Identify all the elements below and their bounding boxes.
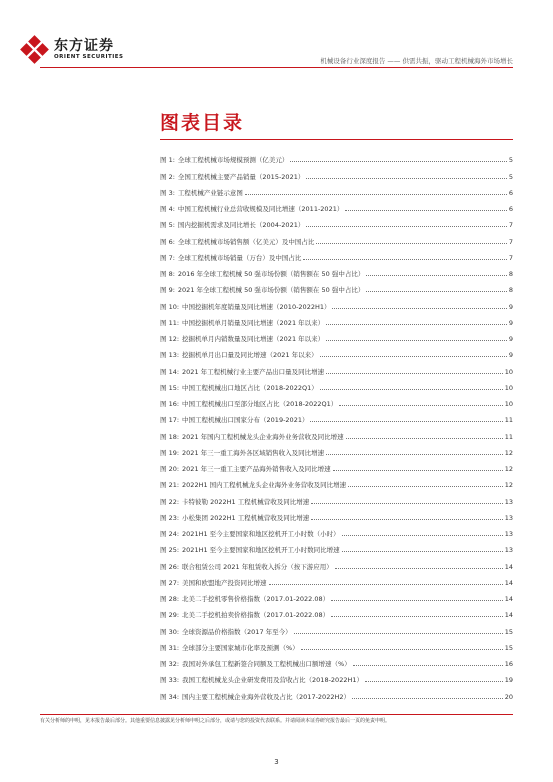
toc-entry[interactable] [160, 343, 513, 359]
toc-leader-dots [335, 567, 503, 569]
toc-leader-dots [352, 697, 503, 699]
toc-figure-label: 图 1: [160, 156, 175, 165]
toc-page-number: 19 [504, 676, 513, 685]
toc-page-number: 14 [504, 595, 513, 603]
toc-figure-label: 图 16: [160, 400, 180, 408]
toc-page-number: 11 [504, 416, 513, 425]
toc-page-number: 7 [508, 253, 513, 262]
toc-page-number: 12 [504, 448, 513, 457]
toc-page-number: 10 [504, 383, 513, 392]
toc-figure-title: 2022H1 国内工程机械龙头企业海外业务营收及同比增速 [182, 481, 347, 490]
toc-page-number: 5 [508, 156, 513, 165]
toc-entry[interactable] [160, 262, 513, 278]
toc-leader-dots [331, 615, 503, 617]
toc-entry[interactable] [160, 148, 513, 164]
toc-leader-dots [290, 160, 506, 162]
toc-leader-dots [320, 355, 507, 357]
toc-leader-dots [331, 599, 503, 601]
toc-page-number: 9 [508, 318, 513, 327]
toc-leader-dots [345, 209, 507, 211]
toc-page-number: 9 [508, 302, 513, 311]
toc-figure-label: 图 34: [160, 692, 180, 701]
toc-figure-title: 国内挖掘机需求及同比增长（2004-2021） [177, 221, 305, 230]
toc-figure-label: 图 2: [160, 172, 175, 181]
toc-page-number: 13 [504, 497, 513, 506]
toc-figure-title: 2021H1 至今主要国家和地区挖机开工小时数（小时） [182, 530, 340, 538]
toc-leader-dots [310, 420, 502, 422]
toc-entry[interactable] [160, 587, 513, 603]
toc-page-number: 14 [504, 578, 513, 587]
toc-figure-label: 图 11: [160, 318, 180, 327]
toc-figure-title: 联合租赁公司 2021 年租赁收入拆分（按下游应用） [182, 562, 333, 571]
toc-leader-dots [333, 469, 503, 471]
toc-entry[interactable] [160, 408, 513, 424]
page-number: 3 [274, 758, 279, 766]
toc-figure-label: 图 21: [160, 481, 180, 490]
toc-page-number: 13 [504, 530, 513, 538]
toc-leader-dots [326, 372, 503, 374]
toc-figure-label: 图 4: [160, 205, 175, 213]
toc-leader-dots [365, 680, 503, 682]
toc-figure-label: 图 29: [160, 611, 180, 620]
toc-figure-label: 图 28: [160, 595, 180, 603]
toc-figure-label: 图 25: [160, 546, 180, 555]
toc-entry[interactable] [160, 181, 513, 197]
toc-leader-dots [346, 437, 503, 439]
toc-leader-dots [311, 518, 502, 520]
toc-figure-title: 我国对外承包工程新签合同额及工程机械出口额增速（%） [182, 660, 351, 668]
toc-figure-label: 图 17: [160, 416, 180, 425]
toc-figure-label: 图 24: [160, 530, 180, 538]
toc-figure-title: 小松集团 2022H1 工程机械营收及同比增速 [182, 513, 310, 522]
toc-page-number: 13 [504, 513, 513, 522]
toc-figure-label: 图 18: [160, 432, 180, 441]
toc-page-number: 10 [504, 400, 513, 408]
toc-page-number: 14 [504, 562, 513, 571]
toc-figure-title: 中国工程机械出口地区占比（2018-2022Q1） [182, 383, 318, 392]
toc-figure-title: 2021 年国内工程机械龙头企业海外业务营收及同比增速 [182, 432, 344, 441]
toc-figure-title: 工程机械产业链示意图 [177, 188, 243, 197]
toc-figure-label: 图 14: [160, 367, 180, 376]
toc-leader-dots [326, 453, 503, 455]
section-divider [160, 139, 513, 140]
toc-figure-title: 2021 年三一重工主要产品海外销售收入及同比增速 [182, 465, 331, 473]
footer-disclaimer: 有关分析师的申明，见本报告最后部分。其他重要信息披露见分析师申明之后部分，或请与您的投资代表联系。并请阅读本证券研究报告最后一页的免责申明。 [40, 718, 391, 724]
toc-figure-title: 全球部分主要国家城市化率及预测（%） [182, 643, 299, 652]
toc-figure-label: 图 10: [160, 302, 180, 311]
section-title: 图表目录 [160, 112, 245, 134]
toc-figure-label: 图 33: [160, 676, 180, 685]
toc-entry[interactable] [160, 473, 513, 489]
toc-figure-label: 图 9: [160, 286, 175, 295]
toc-page-number: 15 [504, 627, 513, 636]
toc-leader-dots [326, 339, 507, 341]
toc-leader-dots [348, 485, 503, 487]
toc-leader-dots [366, 290, 507, 292]
toc-entry[interactable] [160, 164, 513, 180]
toc-figure-label: 图 12: [160, 335, 180, 343]
toc-figure-label: 图 7: [160, 253, 175, 262]
toc-figure-title: 2021 年全球工程机械 50 强市场份额（销售额在 50 强中占比） [177, 286, 365, 295]
toc-entry[interactable] [160, 294, 513, 310]
header-divider [40, 67, 513, 68]
toc-page-number: 16 [504, 660, 513, 668]
toc-entry[interactable] [160, 522, 513, 538]
toc-leader-dots [320, 388, 503, 390]
toc-page-number: 12 [504, 465, 513, 473]
toc-entry[interactable] [160, 213, 513, 229]
toc-figure-label: 图 23: [160, 513, 180, 522]
toc-entry[interactable] [160, 603, 513, 619]
toc-page-number: 13 [504, 546, 513, 555]
toc-entry[interactable] [160, 359, 513, 375]
toc-leader-dots [306, 225, 507, 227]
toc-entry[interactable] [160, 197, 513, 213]
logo-english-name: ORIENT SECURITIES [54, 54, 124, 61]
toc-entry[interactable] [160, 311, 513, 327]
toc-page-number: 7 [508, 237, 513, 246]
toc-figure-label: 图 30: [160, 627, 180, 636]
toc-entry[interactable] [160, 278, 513, 294]
toc-leader-dots [366, 274, 507, 276]
toc-leader-dots [332, 307, 506, 309]
toc-entry[interactable] [160, 327, 513, 343]
toc-entry[interactable] [160, 376, 513, 392]
toc-figure-label: 图 3: [160, 188, 175, 197]
toc-figure-title: 国内主要工程机械企业海外营收及占比（2017-2022H2） [182, 692, 350, 701]
toc-entry[interactable] [160, 229, 513, 245]
toc-leader-dots [339, 404, 503, 406]
toc-entry[interactable] [160, 424, 513, 440]
toc-figure-title: 中国挖掘机年度销量及同比增速（2010-2022H1） [182, 302, 331, 311]
toc-entry[interactable] [160, 457, 513, 473]
toc-figure-label: 图 6: [160, 237, 175, 246]
figure-table-of-contents [160, 148, 513, 701]
toc-leader-dots [353, 664, 503, 666]
toc-figure-title: 2021H1 至今主要国家和地区挖机开工小时数同比增速 [182, 546, 340, 555]
toc-figure-title: 中国工程机械出口至部分地区占比（2018-2022Q1） [182, 400, 338, 408]
toc-figure-title: 北美二手挖机拍卖价格指数（2017.01-2022.08） [182, 611, 330, 620]
toc-page-number: 6 [508, 188, 513, 197]
toc-figure-title: 2021 年三一重工海外各区域销售收入及同比增速 [182, 448, 325, 457]
toc-figure-label: 图 22: [160, 497, 180, 506]
toc-leader-dots [316, 242, 506, 244]
toc-page-number: 15 [504, 643, 513, 652]
toc-figure-title: 挖掘机单月出口量及同比增速（2021 年以来） [182, 351, 318, 360]
toc-page-number: 12 [504, 481, 513, 490]
toc-page-number: 9 [508, 335, 513, 343]
toc-entry[interactable] [160, 392, 513, 408]
toc-leader-dots [303, 258, 506, 260]
toc-figure-title: 中国挖掘机单月销量及同比增速（2021 年以来） [182, 318, 325, 327]
toc-entry[interactable] [160, 636, 513, 652]
toc-figure-label: 图 15: [160, 383, 180, 392]
toc-figure-title: 全国工程机械主要产品销量（2015-2021） [177, 172, 305, 181]
toc-figure-label: 图 31: [160, 643, 180, 652]
toc-entry[interactable] [160, 668, 513, 684]
toc-figure-title: 全球工程机械市场规模预测（亿美元） [177, 156, 289, 165]
toc-figure-title: 2016 年全球工程机械 50 强市场份额（销售额在 50 强中占比） [177, 270, 365, 278]
toc-leader-dots [245, 193, 507, 195]
toc-page-number: 20 [504, 692, 513, 701]
toc-figure-label: 图 32: [160, 660, 180, 668]
toc-entry[interactable] [160, 441, 513, 457]
toc-entry[interactable] [160, 506, 513, 522]
toc-leader-dots [342, 534, 503, 536]
toc-figure-label: 图 20: [160, 465, 180, 473]
company-logo [22, 37, 124, 63]
toc-entry[interactable] [160, 246, 513, 262]
toc-entry[interactable] [160, 652, 513, 668]
toc-entry[interactable] [160, 684, 513, 700]
footer-divider [40, 714, 513, 715]
toc-figure-label: 图 8: [160, 270, 175, 278]
toc-leader-dots [269, 583, 503, 585]
toc-figure-title: 挖掘机单月内销数量及同比增速（2021 年以来） [182, 335, 325, 343]
toc-figure-title: 我国工程机械龙头企业研发费用及营收占比（2018-2022H1） [182, 676, 363, 685]
toc-page-number: 6 [508, 205, 513, 213]
report-title: 机械设备行业深度报告 —— 供需共振，驱动工程机械海外市场增长 [320, 57, 513, 65]
toc-figure-label: 图 26: [160, 562, 180, 571]
toc-figure-title: 全球工程机械市场销售额（亿美元）及中国占比 [177, 237, 315, 246]
toc-leader-dots [342, 550, 503, 552]
toc-figure-label: 图 13: [160, 351, 180, 360]
toc-leader-dots [326, 323, 507, 325]
toc-page-number: 8 [508, 270, 513, 278]
toc-page-number: 7 [508, 221, 513, 230]
toc-page-number: 5 [508, 172, 513, 181]
toc-figure-title: 北美二手挖机零售价格指数（2017.01-2022.08） [182, 595, 330, 603]
toc-entry[interactable] [160, 554, 513, 570]
toc-page-number: 14 [504, 611, 513, 620]
toc-page-number: 11 [504, 432, 513, 441]
toc-figure-title: 中国工程机械出口国家分布（2019-2021） [182, 416, 309, 425]
toc-figure-title: 中国工程机械行业总营收规模及同比增速（2011-2021） [177, 205, 344, 213]
toc-figure-label: 图 27: [160, 578, 180, 587]
logo-mark-icon [22, 37, 48, 63]
toc-figure-title: 全球工程机械市场销量（万台）及中国占比 [177, 253, 302, 262]
toc-entry[interactable] [160, 538, 513, 554]
toc-figure-title: 2021 年工程机械行业主要产品出口量及同比增速 [182, 367, 325, 376]
toc-page-number: 9 [508, 351, 513, 360]
toc-leader-dots [306, 177, 507, 179]
toc-entry[interactable] [160, 489, 513, 505]
toc-figure-label: 图 19: [160, 448, 180, 457]
toc-leader-dots [301, 648, 503, 650]
toc-page-number: 8 [508, 286, 513, 295]
logo-chinese-name: 东方证券 [54, 38, 114, 55]
toc-figure-title: 卡特彼勒 2022H1 工程机械营收及同比增速 [182, 497, 310, 506]
toc-leader-dots [311, 502, 502, 504]
toc-entry[interactable] [160, 619, 513, 635]
toc-entry[interactable] [160, 571, 513, 587]
toc-figure-title: 全球资源品价格指数（2017 年至今） [182, 627, 292, 636]
toc-figure-title: 美国和欧盟地产投资同比增速 [182, 578, 267, 587]
toc-page-number: 10 [504, 367, 513, 376]
toc-leader-dots [294, 632, 503, 634]
toc-figure-label: 图 5: [160, 221, 175, 230]
